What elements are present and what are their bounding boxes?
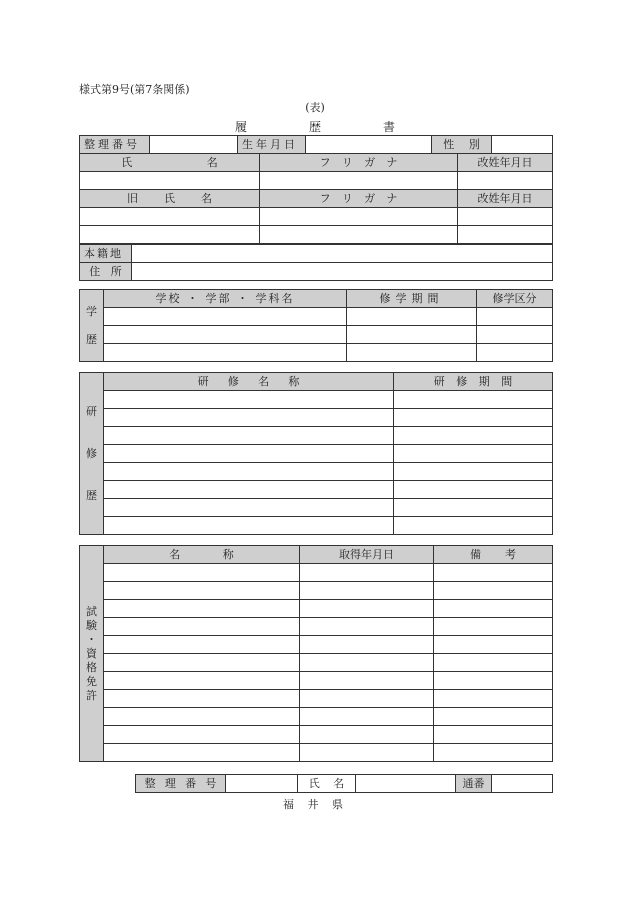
qual-remarks-header: 備 考 (434, 546, 553, 564)
qual-remarks-cell[interactable] (434, 618, 553, 636)
honsekichi-label: 本籍地 (80, 245, 132, 263)
qual-date-cell[interactable] (300, 618, 434, 636)
jusho-field[interactable] (132, 263, 553, 281)
kyu-kaisei-header: 改姓年月日 (458, 190, 553, 208)
kaisei-field[interactable] (458, 172, 553, 190)
qualification-table (79, 545, 553, 762)
qual-name-cell[interactable] (104, 672, 300, 690)
training-period-cell[interactable] (394, 463, 553, 481)
qual-remarks-cell[interactable] (434, 582, 553, 600)
furigana-header: フ リ ガ ナ (260, 154, 458, 172)
school-cell[interactable] (104, 326, 347, 344)
seibetsu-field[interactable] (492, 136, 553, 154)
seibetsu-label: 性 別 (432, 136, 492, 154)
kubun-cell[interactable] (477, 344, 553, 362)
footer-tsuban-label: 通番 (456, 775, 492, 793)
qual-remarks-cell[interactable] (434, 654, 553, 672)
kaisei-header: 改姓年月日 (458, 154, 553, 172)
prefecture-name: 福 井 県 (283, 798, 343, 811)
title-char: 書 (382, 120, 395, 134)
qual-name-cell[interactable] (104, 564, 300, 582)
furigana-field[interactable] (260, 172, 458, 190)
training-period-header: 研 修 期 間 (394, 373, 553, 391)
kyu-shimei-header: 旧 氏 名 (80, 190, 260, 208)
qual-remarks-cell[interactable] (434, 564, 553, 582)
qual-date-cell[interactable] (300, 708, 434, 726)
qual-remarks-cell[interactable] (434, 708, 553, 726)
id-row-table (79, 135, 553, 154)
seiri-bango-label: 整理番号 (80, 136, 150, 154)
training-name-cell[interactable] (104, 427, 394, 445)
qual-name-cell[interactable] (104, 582, 300, 600)
training-period-cell[interactable] (394, 391, 553, 409)
name-table (79, 153, 553, 244)
education-side-label: 学 歴 (80, 290, 104, 362)
training-period-cell[interactable] (394, 499, 553, 517)
qual-name-cell[interactable] (104, 744, 300, 762)
qual-remarks-cell[interactable] (434, 672, 553, 690)
kyu-kaisei-field-2[interactable] (458, 226, 553, 244)
kyu-kaisei-field[interactable] (458, 208, 553, 226)
kubun-cell[interactable] (477, 308, 553, 326)
training-side-label: 研 修 歴 (80, 373, 104, 535)
training-name-cell[interactable] (104, 481, 394, 499)
training-name-cell[interactable] (104, 445, 394, 463)
qual-remarks-cell[interactable] (434, 726, 553, 744)
title-char: 履 (235, 120, 248, 134)
school-column-header: 学校 ・ 学部 ・ 学科名 (104, 290, 347, 308)
training-period-cell[interactable] (394, 409, 553, 427)
period-column-header: 修学期間 (347, 290, 477, 308)
qual-name-cell[interactable] (104, 708, 300, 726)
qual-date-cell[interactable] (300, 600, 434, 618)
qual-date-cell[interactable] (300, 582, 434, 600)
kyu-furigana-field[interactable] (260, 208, 458, 226)
period-cell[interactable] (347, 326, 477, 344)
qual-remarks-cell[interactable] (434, 690, 553, 708)
kyu-furigana-header: フ リ ガ ナ (260, 190, 458, 208)
footer-table (135, 774, 553, 793)
training-period-cell[interactable] (394, 445, 553, 463)
qual-remarks-cell[interactable] (434, 636, 553, 654)
school-cell[interactable] (104, 344, 347, 362)
seiri-bango-field[interactable] (150, 136, 238, 154)
qual-date-cell[interactable] (300, 690, 434, 708)
training-name-cell[interactable] (104, 463, 394, 481)
qual-remarks-cell[interactable] (434, 600, 553, 618)
education-table (79, 289, 553, 362)
school-cell[interactable] (104, 308, 347, 326)
kubun-cell[interactable] (477, 326, 553, 344)
kyu-shimei-field-2[interactable] (80, 226, 260, 244)
qual-date-cell[interactable] (300, 636, 434, 654)
footer-tsuban-field[interactable] (492, 775, 553, 793)
training-name-cell[interactable] (104, 517, 394, 535)
qual-name-cell[interactable] (104, 726, 300, 744)
qual-date-cell[interactable] (300, 726, 434, 744)
kubun-column-header: 修学区分 (477, 290, 553, 308)
footer-seiri-field[interactable] (226, 775, 298, 793)
qual-name-cell[interactable] (104, 654, 300, 672)
training-name-cell[interactable] (104, 499, 394, 517)
training-period-cell[interactable] (394, 517, 553, 535)
qual-name-cell[interactable] (104, 618, 300, 636)
training-name-header: 研 修 名 称 (104, 373, 394, 391)
qual-date-cell[interactable] (300, 672, 434, 690)
seinengappi-label: 生年月日 (238, 136, 306, 154)
footer-shimei-field[interactable] (356, 775, 456, 793)
period-cell[interactable] (347, 344, 477, 362)
title-char: 歴 (308, 120, 321, 134)
shimei-field[interactable] (80, 172, 260, 190)
kyu-furigana-field-2[interactable] (260, 226, 458, 244)
training-name-cell[interactable] (104, 409, 394, 427)
training-period-cell[interactable] (394, 481, 553, 499)
shimei-header: 氏 名 (80, 154, 260, 172)
footer-seiri-label: 整 理 番 号 (136, 775, 226, 793)
training-period-cell[interactable] (394, 427, 553, 445)
qual-date-cell[interactable] (300, 744, 434, 762)
qual-date-header: 取得年月日 (300, 546, 434, 564)
qual-date-cell[interactable] (300, 564, 434, 582)
jusho-label: 住 所 (80, 263, 132, 281)
qual-name-header: 名 称 (104, 546, 300, 564)
front-side-label: (表) (305, 101, 325, 114)
footer-shimei-label: 氏 名 (298, 775, 356, 793)
training-name-cell[interactable] (104, 391, 394, 409)
honsekichi-field[interactable] (132, 245, 553, 263)
qualification-side-label: 試 験 ・ 資 格 免 許 (80, 546, 104, 762)
seinengappi-field[interactable] (306, 136, 432, 154)
qual-name-cell[interactable] (104, 600, 300, 618)
kyu-shimei-field[interactable] (80, 208, 260, 226)
qual-name-cell[interactable] (104, 690, 300, 708)
qual-name-cell[interactable] (104, 636, 300, 654)
document-title (235, 118, 395, 135)
address-table (79, 244, 553, 281)
qual-date-cell[interactable] (300, 654, 434, 672)
qual-remarks-cell[interactable] (434, 744, 553, 762)
form-number: 様式第9号(第7条関係) (79, 83, 190, 96)
period-cell[interactable] (347, 308, 477, 326)
training-table (79, 372, 553, 535)
